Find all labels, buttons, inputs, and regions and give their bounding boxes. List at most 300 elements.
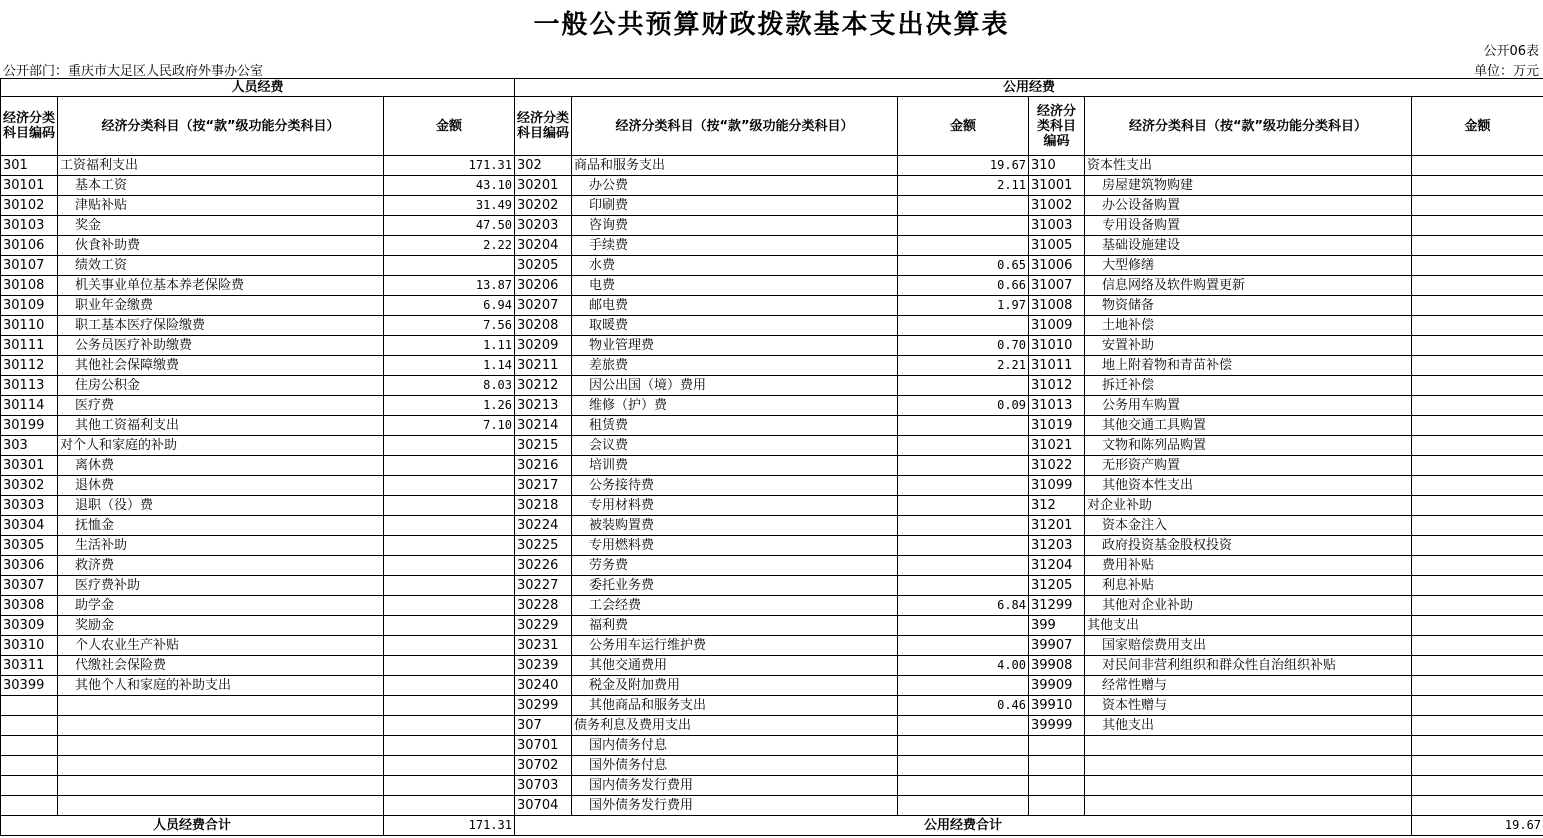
amount-cell: 171.31 xyxy=(384,156,515,176)
amount-cell: 1.14 xyxy=(384,356,515,376)
code-cell: 31299 xyxy=(1029,596,1085,616)
name-cell: 因公出国（境）费用 xyxy=(572,376,898,396)
amount-cell xyxy=(898,536,1029,556)
name-cell: 对企业补助 xyxy=(1085,496,1412,516)
code-cell: 30306 xyxy=(1,556,58,576)
amount-cell xyxy=(384,796,515,816)
amount-cell xyxy=(1412,576,1543,596)
table-row xyxy=(1,176,1543,196)
name-cell: 其他支出 xyxy=(1085,716,1412,736)
code-cell: 30209 xyxy=(515,336,572,356)
amount-cell: 6.94 xyxy=(384,296,515,316)
name-cell: 印刷费 xyxy=(572,196,898,216)
name-cell: 信息网络及软件购置更新 xyxy=(1085,276,1412,296)
code-cell: 31007 xyxy=(1029,276,1085,296)
code-cell xyxy=(1,756,58,776)
code-cell: 31003 xyxy=(1029,216,1085,236)
code-cell: 30202 xyxy=(515,196,572,216)
code-cell: 30308 xyxy=(1,596,58,616)
code-cell: 39910 xyxy=(1029,696,1085,716)
amount-cell xyxy=(1412,336,1543,356)
code-cell: 30112 xyxy=(1,356,58,376)
code-cell: 30704 xyxy=(515,796,572,816)
amount-cell xyxy=(384,636,515,656)
header-name: 经济分类科目（按“款”级功能分类科目） xyxy=(58,97,384,156)
group-header-personnel: 人员经费 xyxy=(1,79,515,97)
code-cell: 30111 xyxy=(1,336,58,356)
amount-cell xyxy=(1412,656,1543,676)
table-row xyxy=(1,376,1543,396)
name-cell xyxy=(1085,736,1412,756)
name-cell: 其他商品和服务支出 xyxy=(572,696,898,716)
name-cell: 经常性赠与 xyxy=(1085,676,1412,696)
amount-cell: 8.03 xyxy=(384,376,515,396)
name-cell: 大型修缮 xyxy=(1085,256,1412,276)
name-cell: 国外债务付息 xyxy=(572,756,898,776)
amount-cell: 2.11 xyxy=(898,176,1029,196)
code-cell xyxy=(1,776,58,796)
code-cell: 31006 xyxy=(1029,256,1085,276)
table-row xyxy=(1,236,1543,256)
code-cell: 31205 xyxy=(1029,576,1085,596)
table-row xyxy=(1,336,1543,356)
code-cell: 31001 xyxy=(1029,176,1085,196)
name-cell xyxy=(58,796,384,816)
code-cell: 301 xyxy=(1,156,58,176)
amount-cell xyxy=(1412,376,1543,396)
code-cell: 30310 xyxy=(1,636,58,656)
name-cell: 住房公积金 xyxy=(58,376,384,396)
amount-cell xyxy=(898,716,1029,736)
amount-cell xyxy=(1412,676,1543,696)
amount-cell xyxy=(1412,296,1543,316)
code-cell: 30107 xyxy=(1,256,58,276)
code-cell xyxy=(1,716,58,736)
department-label: 公开部门：重庆市大足区人民政府外事办公室 xyxy=(3,64,264,79)
amount-cell xyxy=(384,756,515,776)
name-cell: 其他对企业补助 xyxy=(1085,596,1412,616)
name-cell: 被装购置费 xyxy=(572,516,898,536)
amount-cell xyxy=(898,476,1029,496)
name-cell: 委托业务费 xyxy=(572,576,898,596)
amount-cell xyxy=(898,756,1029,776)
name-cell: 费用补贴 xyxy=(1085,556,1412,576)
table-row xyxy=(1,636,1543,656)
amount-cell xyxy=(898,736,1029,756)
table-row xyxy=(1,256,1543,276)
code-cell: 31002 xyxy=(1029,196,1085,216)
code-cell: 30113 xyxy=(1,376,58,396)
code-cell: 30229 xyxy=(515,616,572,636)
totals-row xyxy=(1,816,1543,836)
code-cell: 31010 xyxy=(1029,336,1085,356)
code-cell: 312 xyxy=(1029,496,1085,516)
amount-cell: 13.87 xyxy=(384,276,515,296)
name-cell: 土地补偿 xyxy=(1085,316,1412,336)
amount-cell xyxy=(898,436,1029,456)
name-cell: 医疗费 xyxy=(58,396,384,416)
name-cell: 工会经费 xyxy=(572,596,898,616)
name-cell: 奖励金 xyxy=(58,616,384,636)
table-row xyxy=(1,596,1543,616)
name-cell: 资本性支出 xyxy=(1085,156,1412,176)
amount-cell xyxy=(1412,216,1543,236)
name-cell: 资本性赠与 xyxy=(1085,696,1412,716)
name-cell: 差旅费 xyxy=(572,356,898,376)
amount-cell xyxy=(1412,616,1543,636)
amount-cell: 43.10 xyxy=(384,176,515,196)
name-cell: 咨询费 xyxy=(572,216,898,236)
code-cell: 30227 xyxy=(515,576,572,596)
code-cell: 30302 xyxy=(1,476,58,496)
code-cell: 30106 xyxy=(1,236,58,256)
code-cell: 30226 xyxy=(515,556,572,576)
code-cell: 31013 xyxy=(1029,396,1085,416)
code-cell: 30309 xyxy=(1,616,58,636)
name-cell: 其他社会保障缴费 xyxy=(58,356,384,376)
table-row xyxy=(1,496,1543,516)
amount-cell xyxy=(384,556,515,576)
code-cell: 30301 xyxy=(1,456,58,476)
name-cell: 政府投资基金股权投资 xyxy=(1085,536,1412,556)
amount-cell xyxy=(1412,776,1543,796)
name-cell: 生活补助 xyxy=(58,536,384,556)
name-cell: 公务接待费 xyxy=(572,476,898,496)
code-cell: 30207 xyxy=(515,296,572,316)
amount-cell xyxy=(1412,536,1543,556)
amount-cell xyxy=(898,636,1029,656)
header-code: 经济分类科目编码 xyxy=(1029,97,1085,156)
code-cell: 31009 xyxy=(1029,316,1085,336)
name-cell: 安置补助 xyxy=(1085,336,1412,356)
code-cell: 31021 xyxy=(1029,436,1085,456)
code-cell: 39907 xyxy=(1029,636,1085,656)
table-row xyxy=(1,436,1543,456)
name-cell: 维修（护）费 xyxy=(572,396,898,416)
name-cell: 地上附着物和青苗补偿 xyxy=(1085,356,1412,376)
name-cell xyxy=(58,716,384,736)
code-cell: 30217 xyxy=(515,476,572,496)
personnel-total-label: 人员经费合计 xyxy=(1,816,384,836)
amount-cell xyxy=(1412,436,1543,456)
name-cell: 无形资产购置 xyxy=(1085,456,1412,476)
name-cell: 国内债务发行费用 xyxy=(572,776,898,796)
code-cell: 30203 xyxy=(515,216,572,236)
name-cell: 其他资本性支出 xyxy=(1085,476,1412,496)
name-cell: 奖金 xyxy=(58,216,384,236)
name-cell: 公务用车运行维护费 xyxy=(572,636,898,656)
amount-cell: 0.65 xyxy=(898,256,1029,276)
code-cell: 30240 xyxy=(515,676,572,696)
code-cell xyxy=(1029,756,1085,776)
table-row xyxy=(1,556,1543,576)
name-cell: 利息补贴 xyxy=(1085,576,1412,596)
name-cell: 物资储备 xyxy=(1085,296,1412,316)
name-cell: 基本工资 xyxy=(58,176,384,196)
code-cell: 310 xyxy=(1029,156,1085,176)
name-cell: 退休费 xyxy=(58,476,384,496)
name-cell: 资本金注入 xyxy=(1085,516,1412,536)
code-cell: 302 xyxy=(515,156,572,176)
group-header-public: 公用经费 xyxy=(515,79,1543,97)
name-cell: 代缴社会保险费 xyxy=(58,656,384,676)
amount-cell: 7.56 xyxy=(384,316,515,336)
name-cell: 退职（役）费 xyxy=(58,496,384,516)
amount-cell xyxy=(898,576,1029,596)
amount-cell xyxy=(1412,716,1543,736)
name-cell: 伙食补助费 xyxy=(58,236,384,256)
amount-cell xyxy=(384,576,515,596)
header-name: 经济分类科目（按“款”级功能分类科目） xyxy=(572,97,898,156)
amount-cell: 0.09 xyxy=(898,396,1029,416)
amount-cell xyxy=(384,696,515,716)
amount-cell: 1.11 xyxy=(384,336,515,356)
name-cell: 个人农业生产补贴 xyxy=(58,636,384,656)
table-row xyxy=(1,576,1543,596)
table-row xyxy=(1,416,1543,436)
table-row xyxy=(1,676,1543,696)
amount-cell xyxy=(384,496,515,516)
amount-cell xyxy=(1412,356,1543,376)
code-cell: 303 xyxy=(1,436,58,456)
amount-cell xyxy=(1412,176,1543,196)
amount-cell: 1.97 xyxy=(898,296,1029,316)
code-cell: 31204 xyxy=(1029,556,1085,576)
amount-cell xyxy=(898,316,1029,336)
name-cell: 税金及附加费用 xyxy=(572,676,898,696)
code-cell: 30103 xyxy=(1,216,58,236)
amount-cell xyxy=(1412,276,1543,296)
expenditure-table xyxy=(0,78,1543,836)
name-cell: 其他交通费用 xyxy=(572,656,898,676)
name-cell: 电费 xyxy=(572,276,898,296)
amount-cell xyxy=(1412,696,1543,716)
name-cell xyxy=(58,736,384,756)
amount-cell xyxy=(898,516,1029,536)
name-cell: 救济费 xyxy=(58,556,384,576)
code-cell xyxy=(1029,776,1085,796)
amount-cell xyxy=(898,236,1029,256)
code-cell: 30304 xyxy=(1,516,58,536)
table-row xyxy=(1,516,1543,536)
name-cell: 邮电费 xyxy=(572,296,898,316)
table-row xyxy=(1,796,1543,816)
amount-cell: 19.67 xyxy=(898,156,1029,176)
amount-cell xyxy=(384,716,515,736)
amount-cell xyxy=(1412,456,1543,476)
name-cell: 文物和陈列品购置 xyxy=(1085,436,1412,456)
code-cell: 39909 xyxy=(1029,676,1085,696)
table-row xyxy=(1,716,1543,736)
code-cell: 31008 xyxy=(1029,296,1085,316)
code-cell: 30307 xyxy=(1,576,58,596)
code-cell xyxy=(1,796,58,816)
code-cell: 30208 xyxy=(515,316,572,336)
amount-cell xyxy=(898,216,1029,236)
table-row xyxy=(1,156,1543,176)
amount-cell xyxy=(1412,516,1543,536)
amount-cell: 4.00 xyxy=(898,656,1029,676)
name-cell: 绩效工资 xyxy=(58,256,384,276)
code-cell: 30211 xyxy=(515,356,572,376)
amount-cell xyxy=(384,596,515,616)
table-row xyxy=(1,656,1543,676)
code-cell: 30228 xyxy=(515,596,572,616)
name-cell: 职工基本医疗保险缴费 xyxy=(58,316,384,336)
amount-cell xyxy=(384,616,515,636)
code-cell: 31012 xyxy=(1029,376,1085,396)
amount-cell xyxy=(898,456,1029,476)
code-cell: 30218 xyxy=(515,496,572,516)
code-cell: 30305 xyxy=(1,536,58,556)
name-cell xyxy=(1085,776,1412,796)
amount-cell xyxy=(898,556,1029,576)
header-code: 经济分类科目编码 xyxy=(1,97,58,156)
code-cell: 30199 xyxy=(1,416,58,436)
code-cell: 30102 xyxy=(1,196,58,216)
amount-cell xyxy=(1412,596,1543,616)
code-cell: 30224 xyxy=(515,516,572,536)
amount-cell: 7.10 xyxy=(384,416,515,436)
name-cell xyxy=(58,756,384,776)
name-cell: 商品和服务支出 xyxy=(572,156,898,176)
amount-cell: 0.46 xyxy=(898,696,1029,716)
amount-cell: 2.22 xyxy=(384,236,515,256)
name-cell: 手续费 xyxy=(572,236,898,256)
code-cell xyxy=(1,736,58,756)
name-cell xyxy=(1085,756,1412,776)
table-row xyxy=(1,456,1543,476)
amount-cell: 47.50 xyxy=(384,216,515,236)
name-cell: 租赁费 xyxy=(572,416,898,436)
name-cell: 国家赔偿费用支出 xyxy=(1085,636,1412,656)
amount-cell: 0.70 xyxy=(898,336,1029,356)
name-cell: 离休费 xyxy=(58,456,384,476)
name-cell: 水费 xyxy=(572,256,898,276)
amount-cell xyxy=(1412,416,1543,436)
code-cell: 30114 xyxy=(1,396,58,416)
name-cell: 工资福利支出 xyxy=(58,156,384,176)
name-cell: 拆迁补偿 xyxy=(1085,376,1412,396)
code-cell: 30108 xyxy=(1,276,58,296)
name-cell: 其他支出 xyxy=(1085,616,1412,636)
amount-cell xyxy=(1412,736,1543,756)
table-row xyxy=(1,356,1543,376)
name-cell: 职业年金缴费 xyxy=(58,296,384,316)
amount-cell: 6.84 xyxy=(898,596,1029,616)
header-amount: 金额 xyxy=(384,97,515,156)
amount-cell xyxy=(384,456,515,476)
header-amount: 金额 xyxy=(1412,97,1543,156)
table-row xyxy=(1,776,1543,796)
code-cell: 30701 xyxy=(515,736,572,756)
name-cell: 对民间非营利组织和群众性自治组织补贴 xyxy=(1085,656,1412,676)
name-cell: 基础设施建设 xyxy=(1085,236,1412,256)
code-cell xyxy=(1,696,58,716)
code-cell: 30215 xyxy=(515,436,572,456)
name-cell xyxy=(58,696,384,716)
name-cell: 机关事业单位基本养老保险费 xyxy=(58,276,384,296)
code-cell: 307 xyxy=(515,716,572,736)
amount-cell xyxy=(1412,156,1543,176)
name-cell xyxy=(1085,796,1412,816)
code-cell: 31203 xyxy=(1029,536,1085,556)
name-cell: 专用燃料费 xyxy=(572,536,898,556)
name-cell: 专用设备购置 xyxy=(1085,216,1412,236)
name-cell: 专用材料费 xyxy=(572,496,898,516)
code-cell: 30204 xyxy=(515,236,572,256)
code-cell: 30205 xyxy=(515,256,572,276)
code-cell: 30201 xyxy=(515,176,572,196)
code-cell: 31011 xyxy=(1029,356,1085,376)
name-cell xyxy=(58,776,384,796)
amount-cell xyxy=(384,776,515,796)
amount-cell xyxy=(898,416,1029,436)
amount-cell xyxy=(384,256,515,276)
amount-cell xyxy=(1412,556,1543,576)
amount-cell: 1.26 xyxy=(384,396,515,416)
table-row xyxy=(1,216,1543,236)
amount-cell xyxy=(384,676,515,696)
personnel-total-amount: 171.31 xyxy=(384,816,515,836)
amount-cell xyxy=(1412,396,1543,416)
header-code: 经济分类科目编码 xyxy=(515,97,572,156)
name-cell: 对个人和家庭的补助 xyxy=(58,436,384,456)
code-cell: 30225 xyxy=(515,536,572,556)
table-row xyxy=(1,276,1543,296)
amount-cell xyxy=(1412,476,1543,496)
code-cell: 30110 xyxy=(1,316,58,336)
amount-cell: 0.66 xyxy=(898,276,1029,296)
table-row xyxy=(1,616,1543,636)
name-cell: 劳务费 xyxy=(572,556,898,576)
code-cell: 30214 xyxy=(515,416,572,436)
code-cell: 39908 xyxy=(1029,656,1085,676)
name-cell: 公务员医疗补助缴费 xyxy=(58,336,384,356)
name-cell: 公务用车购置 xyxy=(1085,396,1412,416)
name-cell: 办公费 xyxy=(572,176,898,196)
table-row xyxy=(1,696,1543,716)
code-cell xyxy=(1029,736,1085,756)
name-cell: 助学金 xyxy=(58,596,384,616)
code-cell: 30702 xyxy=(515,756,572,776)
code-cell: 30101 xyxy=(1,176,58,196)
code-cell: 31099 xyxy=(1029,476,1085,496)
unit-label: 单位：万元 xyxy=(1473,64,1539,79)
name-cell: 物业管理费 xyxy=(572,336,898,356)
code-cell: 30212 xyxy=(515,376,572,396)
name-cell: 取暖费 xyxy=(572,316,898,336)
table-row xyxy=(1,196,1543,216)
code-cell: 30303 xyxy=(1,496,58,516)
code-cell: 30311 xyxy=(1,656,58,676)
header-amount: 金额 xyxy=(898,97,1029,156)
name-cell: 债务利息及费用支出 xyxy=(572,716,898,736)
code-cell: 31022 xyxy=(1029,456,1085,476)
name-cell: 国外债务发行费用 xyxy=(572,796,898,816)
name-cell: 办公设备购置 xyxy=(1085,196,1412,216)
header-name: 经济分类科目（按“款”级功能分类科目） xyxy=(1085,97,1412,156)
amount-cell xyxy=(898,376,1029,396)
report-title: 一般公共预算财政拨款基本支出决算表 xyxy=(533,10,1010,40)
name-cell: 抚恤金 xyxy=(58,516,384,536)
code-cell: 399 xyxy=(1029,616,1085,636)
table-row xyxy=(1,536,1543,556)
name-cell: 培训费 xyxy=(572,456,898,476)
code-cell: 30239 xyxy=(515,656,572,676)
code-cell: 30216 xyxy=(515,456,572,476)
form-number: 公开06表 xyxy=(1483,44,1539,59)
